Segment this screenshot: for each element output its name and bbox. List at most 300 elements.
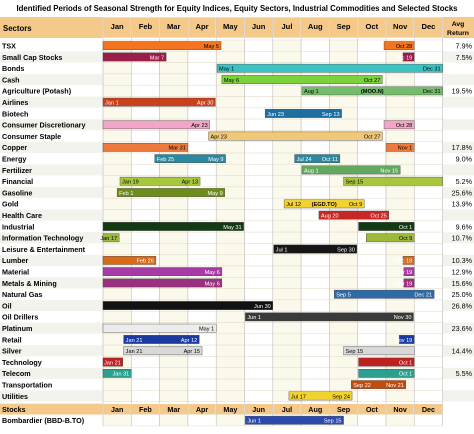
month-cell: [131, 356, 159, 367]
month-cell: [414, 323, 442, 334]
footer-month-label: May: [223, 405, 238, 415]
month-cell: [358, 266, 386, 277]
month-cell: [188, 356, 216, 367]
month-cell: [216, 210, 244, 221]
row-return: 14.4%: [451, 346, 472, 356]
bar-end-date: Mar 31: [168, 145, 186, 152]
season-bar: [217, 64, 443, 72]
row-label: Biotech: [2, 109, 29, 119]
month-header-label: Feb: [138, 22, 153, 31]
bar-start-date: Jan 19: [121, 179, 139, 186]
month-cell: [103, 210, 131, 221]
month-cell: [414, 164, 442, 175]
bar-end-date: Dec 31: [422, 89, 441, 96]
month-cell: [329, 356, 357, 367]
bar-end-date: Dec 21: [414, 292, 433, 299]
row-label: Bombardier (BBD-B.TO): [2, 416, 85, 426]
month-cell: [103, 289, 131, 300]
row-label: Material: [2, 267, 30, 277]
month-cell: [329, 266, 357, 277]
month-cell: [414, 232, 442, 243]
month-cell: [301, 51, 329, 62]
month-cell: [358, 119, 386, 130]
month-cell: [273, 255, 301, 266]
month-cell: [160, 390, 188, 401]
bar-end-date: Jan 21: [104, 360, 121, 367]
month-cell: [216, 379, 244, 390]
month-cell: [188, 210, 216, 221]
month-cell: [273, 323, 301, 334]
month-cell: [414, 334, 442, 345]
month-cell: [160, 379, 188, 390]
footer-month-label: Jun: [252, 405, 266, 415]
month-cell: [358, 277, 386, 288]
month-cell: [103, 63, 131, 74]
month-cell: [414, 187, 442, 198]
month-cell: [414, 390, 442, 401]
bar-end-date: Oct 9: [398, 236, 413, 243]
row-return: 13.9%: [451, 199, 472, 209]
month-cell: [386, 390, 414, 401]
month-cell: [329, 97, 357, 108]
row-label: Consumer Discretionary: [2, 120, 86, 130]
month-cell: [301, 221, 329, 232]
month-cell: [131, 415, 159, 426]
month-cell: [188, 415, 216, 426]
bar-end-date: Oct 9: [348, 202, 363, 209]
month-cell: [160, 74, 188, 85]
bar-start-date: Jan 21: [125, 337, 143, 344]
month-cell: [216, 243, 244, 254]
month-cell: [358, 108, 386, 119]
month-cell: [216, 108, 244, 119]
bar-end-date: Nov 19: [394, 270, 413, 276]
month-cell: [414, 97, 442, 108]
month-cell: [414, 130, 442, 141]
month-cell: [358, 390, 386, 401]
month-cell: [131, 232, 159, 243]
footer-month-label: Mar: [167, 405, 181, 415]
month-cell: [301, 277, 329, 288]
month-cell: [245, 390, 273, 401]
month-cell: [160, 130, 188, 141]
row-return: 5.2%: [455, 177, 472, 187]
bar-end-date: Nov 19: [394, 281, 413, 288]
month-cell: [245, 51, 273, 62]
month-cell: [329, 334, 357, 345]
month-cell: [103, 85, 131, 96]
month-cell: [245, 277, 273, 288]
month-cell: [131, 74, 159, 85]
month-cell: [386, 153, 414, 164]
month-header-label: Nov: [392, 22, 408, 31]
bar-end-date: Sep 24: [332, 394, 351, 401]
month-cell: [103, 198, 131, 209]
month-cell: [329, 255, 357, 266]
bar-start-date: Jan 21: [125, 349, 143, 356]
bar-start-date: Jun 23: [267, 111, 284, 118]
month-cell: [245, 356, 273, 367]
row-return: 25.6%: [451, 188, 472, 198]
month-cell: [131, 311, 159, 322]
month-cell: [273, 221, 301, 232]
month-cell: [273, 85, 301, 96]
season-bar: [245, 313, 413, 321]
bar-end-date: Dec 19: [394, 258, 413, 265]
month-cell: [358, 153, 386, 164]
month-cell: [160, 85, 188, 96]
bar-start-date: Feb 25: [156, 157, 175, 163]
row-return: 10.7%: [451, 233, 472, 243]
bar-end-date: May 31: [223, 224, 242, 231]
month-cell: [160, 164, 188, 175]
month-cell: [329, 119, 357, 130]
bar-end-date: Oct 25: [370, 213, 387, 220]
month-cell: [216, 415, 244, 426]
month-cell: [216, 323, 244, 334]
month-cell: [358, 415, 386, 426]
month-cell: [273, 368, 301, 379]
month-cell: [386, 415, 414, 426]
month-cell: [103, 415, 131, 426]
month-cell: [103, 164, 131, 175]
month-cell: [131, 85, 159, 96]
month-cell: [160, 210, 188, 221]
month-cell: [131, 289, 159, 300]
month-cell: [301, 368, 329, 379]
month-cell: [414, 311, 442, 322]
month-cell: [273, 277, 301, 288]
month-cell: [160, 108, 188, 119]
month-cell: [414, 415, 442, 426]
month-cell: [386, 210, 414, 221]
season-bar: [103, 301, 273, 309]
month-cell: [188, 368, 216, 379]
row-return: 9.6%: [455, 222, 472, 232]
month-cell: [329, 277, 357, 288]
bar-end-date: Nov 19: [394, 337, 413, 344]
month-cell: [188, 85, 216, 96]
month-cell: [131, 210, 159, 221]
month-cell: [131, 368, 159, 379]
month-cell: [245, 164, 273, 175]
row-label: Industrial: [2, 222, 35, 232]
month-cell: [273, 356, 301, 367]
month-cell: [160, 255, 188, 266]
bar-start-date: May 6: [223, 77, 240, 84]
month-cell: [358, 97, 386, 108]
month-cell: [216, 255, 244, 266]
month-header-label: Dec: [421, 22, 436, 31]
month-cell: [131, 63, 159, 74]
bar-end-date: Oct 1: [398, 360, 413, 367]
month-cell: [301, 142, 329, 153]
bar-end-date: Oct 1: [398, 224, 413, 231]
month-cell: [160, 415, 188, 426]
row-return: 9.0%: [455, 154, 472, 164]
month-cell: [103, 153, 131, 164]
month-cell: [386, 130, 414, 141]
month-cell: [386, 74, 414, 85]
month-cell: [301, 119, 329, 130]
month-cell: [273, 176, 301, 187]
bar-start-date: Aug 20: [320, 213, 339, 220]
month-cell: [216, 368, 244, 379]
footer-month-label: Oct: [365, 405, 378, 415]
month-cell: [245, 379, 273, 390]
month-cell: [386, 300, 414, 311]
footer-month-label: Sep: [336, 405, 351, 415]
month-cell: [103, 243, 131, 254]
month-cell: [245, 198, 273, 209]
month-cell: [273, 119, 301, 130]
row-label: Natural Gas: [2, 290, 43, 300]
month-cell: [273, 345, 301, 356]
month-cell: [245, 266, 273, 277]
month-cell: [245, 97, 273, 108]
month-cell: [131, 108, 159, 119]
row-label: Cash: [2, 75, 20, 85]
row-label: Gold: [2, 199, 19, 209]
bar-ticker: (MOO.N): [360, 89, 384, 96]
month-cell: [245, 323, 273, 334]
month-cell: [131, 379, 159, 390]
bar-end-date: Mar 7: [149, 55, 165, 62]
month-cell: [414, 210, 442, 221]
month-cell: [301, 334, 329, 345]
month-cell: [245, 40, 273, 51]
month-cell: [216, 85, 244, 96]
month-cell: [245, 119, 273, 130]
month-cell: [273, 97, 301, 108]
bar-end-date: Jan 17: [100, 236, 118, 243]
month-cell: [386, 187, 414, 198]
month-cell: [103, 130, 131, 141]
month-cell: [131, 390, 159, 401]
row-label: Bonds: [2, 64, 25, 74]
bar-end-date: Sep 15: [323, 418, 342, 425]
bar-end-date: May 6: [204, 270, 220, 276]
month-cell: [414, 153, 442, 164]
bar-end-date: Oct 28: [395, 44, 413, 50]
month-cell: [301, 289, 329, 300]
bar-end-date: Nov 21: [386, 383, 404, 389]
month-cell: [216, 289, 244, 300]
month-cell: [301, 97, 329, 108]
bar-end-date: Sep 30: [337, 247, 355, 254]
month-cell: [414, 142, 442, 153]
month-cell: [358, 255, 386, 266]
bar-end-date: Nov 1: [397, 145, 413, 152]
month-cell: [245, 368, 273, 379]
month-cell: [188, 255, 216, 266]
month-cell: [103, 311, 131, 322]
row-label: Technology: [2, 357, 42, 367]
month-cell: [414, 368, 442, 379]
bar-start-date: Jun 1: [247, 315, 262, 322]
month-cell: [414, 119, 442, 130]
month-cell: [329, 40, 357, 51]
month-cell: [245, 289, 273, 300]
month-header-label: Oct: [365, 22, 379, 31]
bar-end-date: Nov 15: [380, 168, 399, 175]
bar-start-date: Jul 24: [296, 157, 312, 163]
footer-month-label: Apr: [195, 405, 209, 415]
month-cell: [245, 221, 273, 232]
row-return: 10.3%: [451, 256, 472, 266]
month-cell: [414, 255, 442, 266]
month-cell: [329, 221, 357, 232]
row-label: Copper: [2, 143, 28, 153]
bar-end-date: Jan 31: [112, 371, 130, 378]
bar-end-date: Sep 13: [321, 111, 340, 118]
month-cell: [216, 311, 244, 322]
month-cell: [188, 63, 216, 74]
row-return: 5.5%: [455, 369, 472, 379]
row-return: 17.8%: [451, 143, 472, 153]
month-cell: [245, 243, 273, 254]
month-header-label: Jul: [281, 22, 293, 31]
month-cell: [245, 176, 273, 187]
month-cell: [301, 266, 329, 277]
row-return: 7.5%: [455, 52, 472, 62]
month-cell: [131, 198, 159, 209]
month-cell: [160, 198, 188, 209]
month-cell: [188, 198, 216, 209]
month-cell: [216, 356, 244, 367]
month-cell: [301, 40, 329, 51]
bar-start-date: Sep 15: [345, 349, 364, 356]
row-label: Metals & Mining: [2, 278, 57, 288]
bar-end-date: May 5: [203, 44, 220, 50]
month-header-label: Jan: [110, 22, 124, 31]
month-cell: [103, 74, 131, 85]
season-bar: [222, 75, 382, 83]
month-cell: [301, 345, 329, 356]
bar-start-date: Apr 23: [210, 134, 228, 141]
month-cell: [273, 266, 301, 277]
month-cell: [245, 334, 273, 345]
row-return: 26.8%: [451, 301, 472, 311]
bar-end-date: Apr 23: [191, 123, 208, 130]
month-cell: [160, 368, 188, 379]
month-cell: [245, 85, 273, 96]
bar-end-date: Oct 1: [398, 371, 413, 378]
chart-title: Identified Periods of Seasonal Strength for Equity Indices, Equity Sectors, Industrial Commodities and Selected Stocks: [16, 4, 458, 13]
bar-end-date: Apr 12: [180, 337, 198, 344]
footer-month-label: Aug: [308, 405, 323, 415]
footer-month-label: Feb: [139, 405, 152, 415]
month-cell: [188, 390, 216, 401]
month-header-label: Aug: [307, 22, 323, 31]
bar-start-date: Aug 1: [303, 89, 319, 96]
month-cell: [414, 379, 442, 390]
month-cell: [160, 232, 188, 243]
bar-end-date: May 6: [204, 281, 220, 288]
month-cell: [273, 232, 301, 243]
month-cell: [245, 255, 273, 266]
footer-month-label: Dec: [421, 405, 436, 415]
bar-end-date: Dec 31: [422, 66, 441, 73]
row-label: Health Care: [2, 211, 42, 220]
row-label: Oil Drillers: [2, 312, 39, 322]
month-cell: [188, 108, 216, 119]
month-cell: [216, 164, 244, 175]
bar-end-date: May 9: [208, 157, 224, 163]
month-cell: [273, 300, 301, 311]
month-cell: [188, 311, 216, 322]
month-cell: [414, 108, 442, 119]
month-cell: [160, 356, 188, 367]
row-return: 23.6%: [451, 324, 472, 333]
month-cell: [273, 40, 301, 51]
month-cell: [216, 97, 244, 108]
month-cell: [216, 390, 244, 401]
month-cell: [386, 323, 414, 334]
row-label: Airlines: [2, 98, 29, 107]
month-cell: [386, 243, 414, 254]
row-label: Consumer Staple: [2, 131, 62, 141]
month-cell: [414, 198, 442, 209]
footer-month-label: Jan: [110, 405, 124, 415]
bar-end-date: Oct 27: [363, 134, 381, 141]
bar-start-date: Jul 12: [286, 202, 302, 209]
bar-start-date: May 1: [219, 66, 235, 73]
month-cell: [301, 187, 329, 198]
month-cell: [188, 164, 216, 175]
month-cell: [414, 300, 442, 311]
row-label: Agriculture (Potash): [2, 86, 72, 96]
month-cell: [386, 108, 414, 119]
month-cell: [216, 334, 244, 345]
month-cell: [301, 356, 329, 367]
month-cell: [301, 176, 329, 187]
month-cell: [329, 232, 357, 243]
month-cell: [131, 243, 159, 254]
month-cell: [245, 210, 273, 221]
row-label: Lumber: [2, 256, 29, 266]
month-cell: [358, 187, 386, 198]
month-cell: [160, 311, 188, 322]
month-cell: [216, 345, 244, 356]
month-cell: [358, 300, 386, 311]
footer-month-label: Nov: [393, 405, 407, 415]
row-label: Silver: [2, 346, 22, 356]
footer-stocks-label: Stocks: [2, 405, 26, 415]
month-cell: [273, 51, 301, 62]
month-cell: [273, 187, 301, 198]
month-header-label: Apr: [195, 22, 209, 31]
month-cell: [358, 40, 386, 51]
month-cell: [301, 323, 329, 334]
month-cell: [329, 142, 357, 153]
bar-end-date: Dec 19: [394, 55, 413, 62]
row-label: Retail: [2, 335, 22, 345]
month-cell: [301, 255, 329, 266]
row-label: Financial: [2, 177, 34, 187]
month-cell: [216, 119, 244, 130]
bar-start-date: Sep 22: [353, 383, 371, 389]
month-cell: [414, 356, 442, 367]
month-cell: [188, 289, 216, 300]
month-cell: [329, 323, 357, 334]
month-cell: [329, 368, 357, 379]
month-cell: [414, 266, 442, 277]
month-cell: [160, 63, 188, 74]
bar-start-date: Feb 1: [119, 190, 134, 197]
bar-ticker: (EGD.TO): [311, 202, 337, 209]
month-cell: [273, 334, 301, 345]
